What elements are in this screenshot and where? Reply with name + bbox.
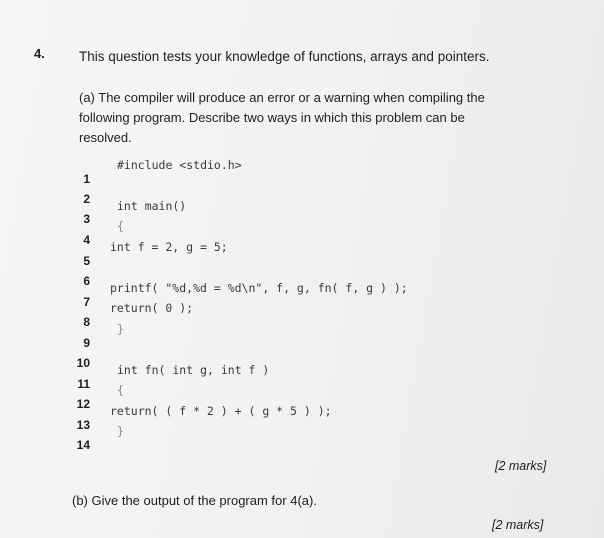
line-number: 13 — [76, 418, 90, 432]
question-intro: This question tests your knowledge of functions, arrays and pointers. — [79, 49, 490, 64]
question-number: 4. — [34, 46, 45, 61]
code-line: return( ( f * 2 ) + ( g * 5 ) ); — [110, 404, 332, 418]
line-number: 8 — [83, 315, 90, 329]
code-line: { — [117, 383, 124, 397]
line-number: 14 — [76, 438, 90, 452]
code-line: int f = 2, g = 5; — [110, 240, 228, 254]
line-number: 3 — [83, 212, 90, 226]
code-line: } — [117, 424, 124, 438]
code-line: int fn( int g, int f ) — [117, 363, 270, 377]
line-number: 5 — [83, 254, 90, 268]
part-b-text: (b) Give the output of the program for 4(a). — [72, 493, 317, 508]
code-line: { — [117, 219, 124, 233]
part-b-marks: [2 marks] — [492, 518, 544, 532]
part-a-text: (a) The compiler will produce an error or a warning when compiling the following program. Describe two ways in which this problem can be resolved. — [79, 90, 485, 145]
code-line: printf( "%d,%d = %d\n", f, g, fn( f, g ) ); — [110, 281, 408, 295]
line-number: 10 — [76, 356, 90, 370]
line-number: 9 — [83, 336, 90, 350]
line-number: 12 — [76, 397, 90, 411]
code-line: #include <stdio.h> — [117, 158, 242, 172]
part-a-marks: [2 marks] — [495, 459, 547, 473]
line-number: 1 — [83, 172, 90, 186]
line-number: 6 — [83, 274, 90, 288]
code-line: return( 0 ); — [110, 301, 194, 315]
line-number: 2 — [83, 192, 90, 206]
code-line: } — [117, 322, 124, 336]
line-number: 4 — [83, 233, 90, 247]
line-number: 11 — [77, 377, 90, 391]
line-number: 7 — [83, 295, 90, 309]
code-line: int main() — [117, 199, 187, 213]
